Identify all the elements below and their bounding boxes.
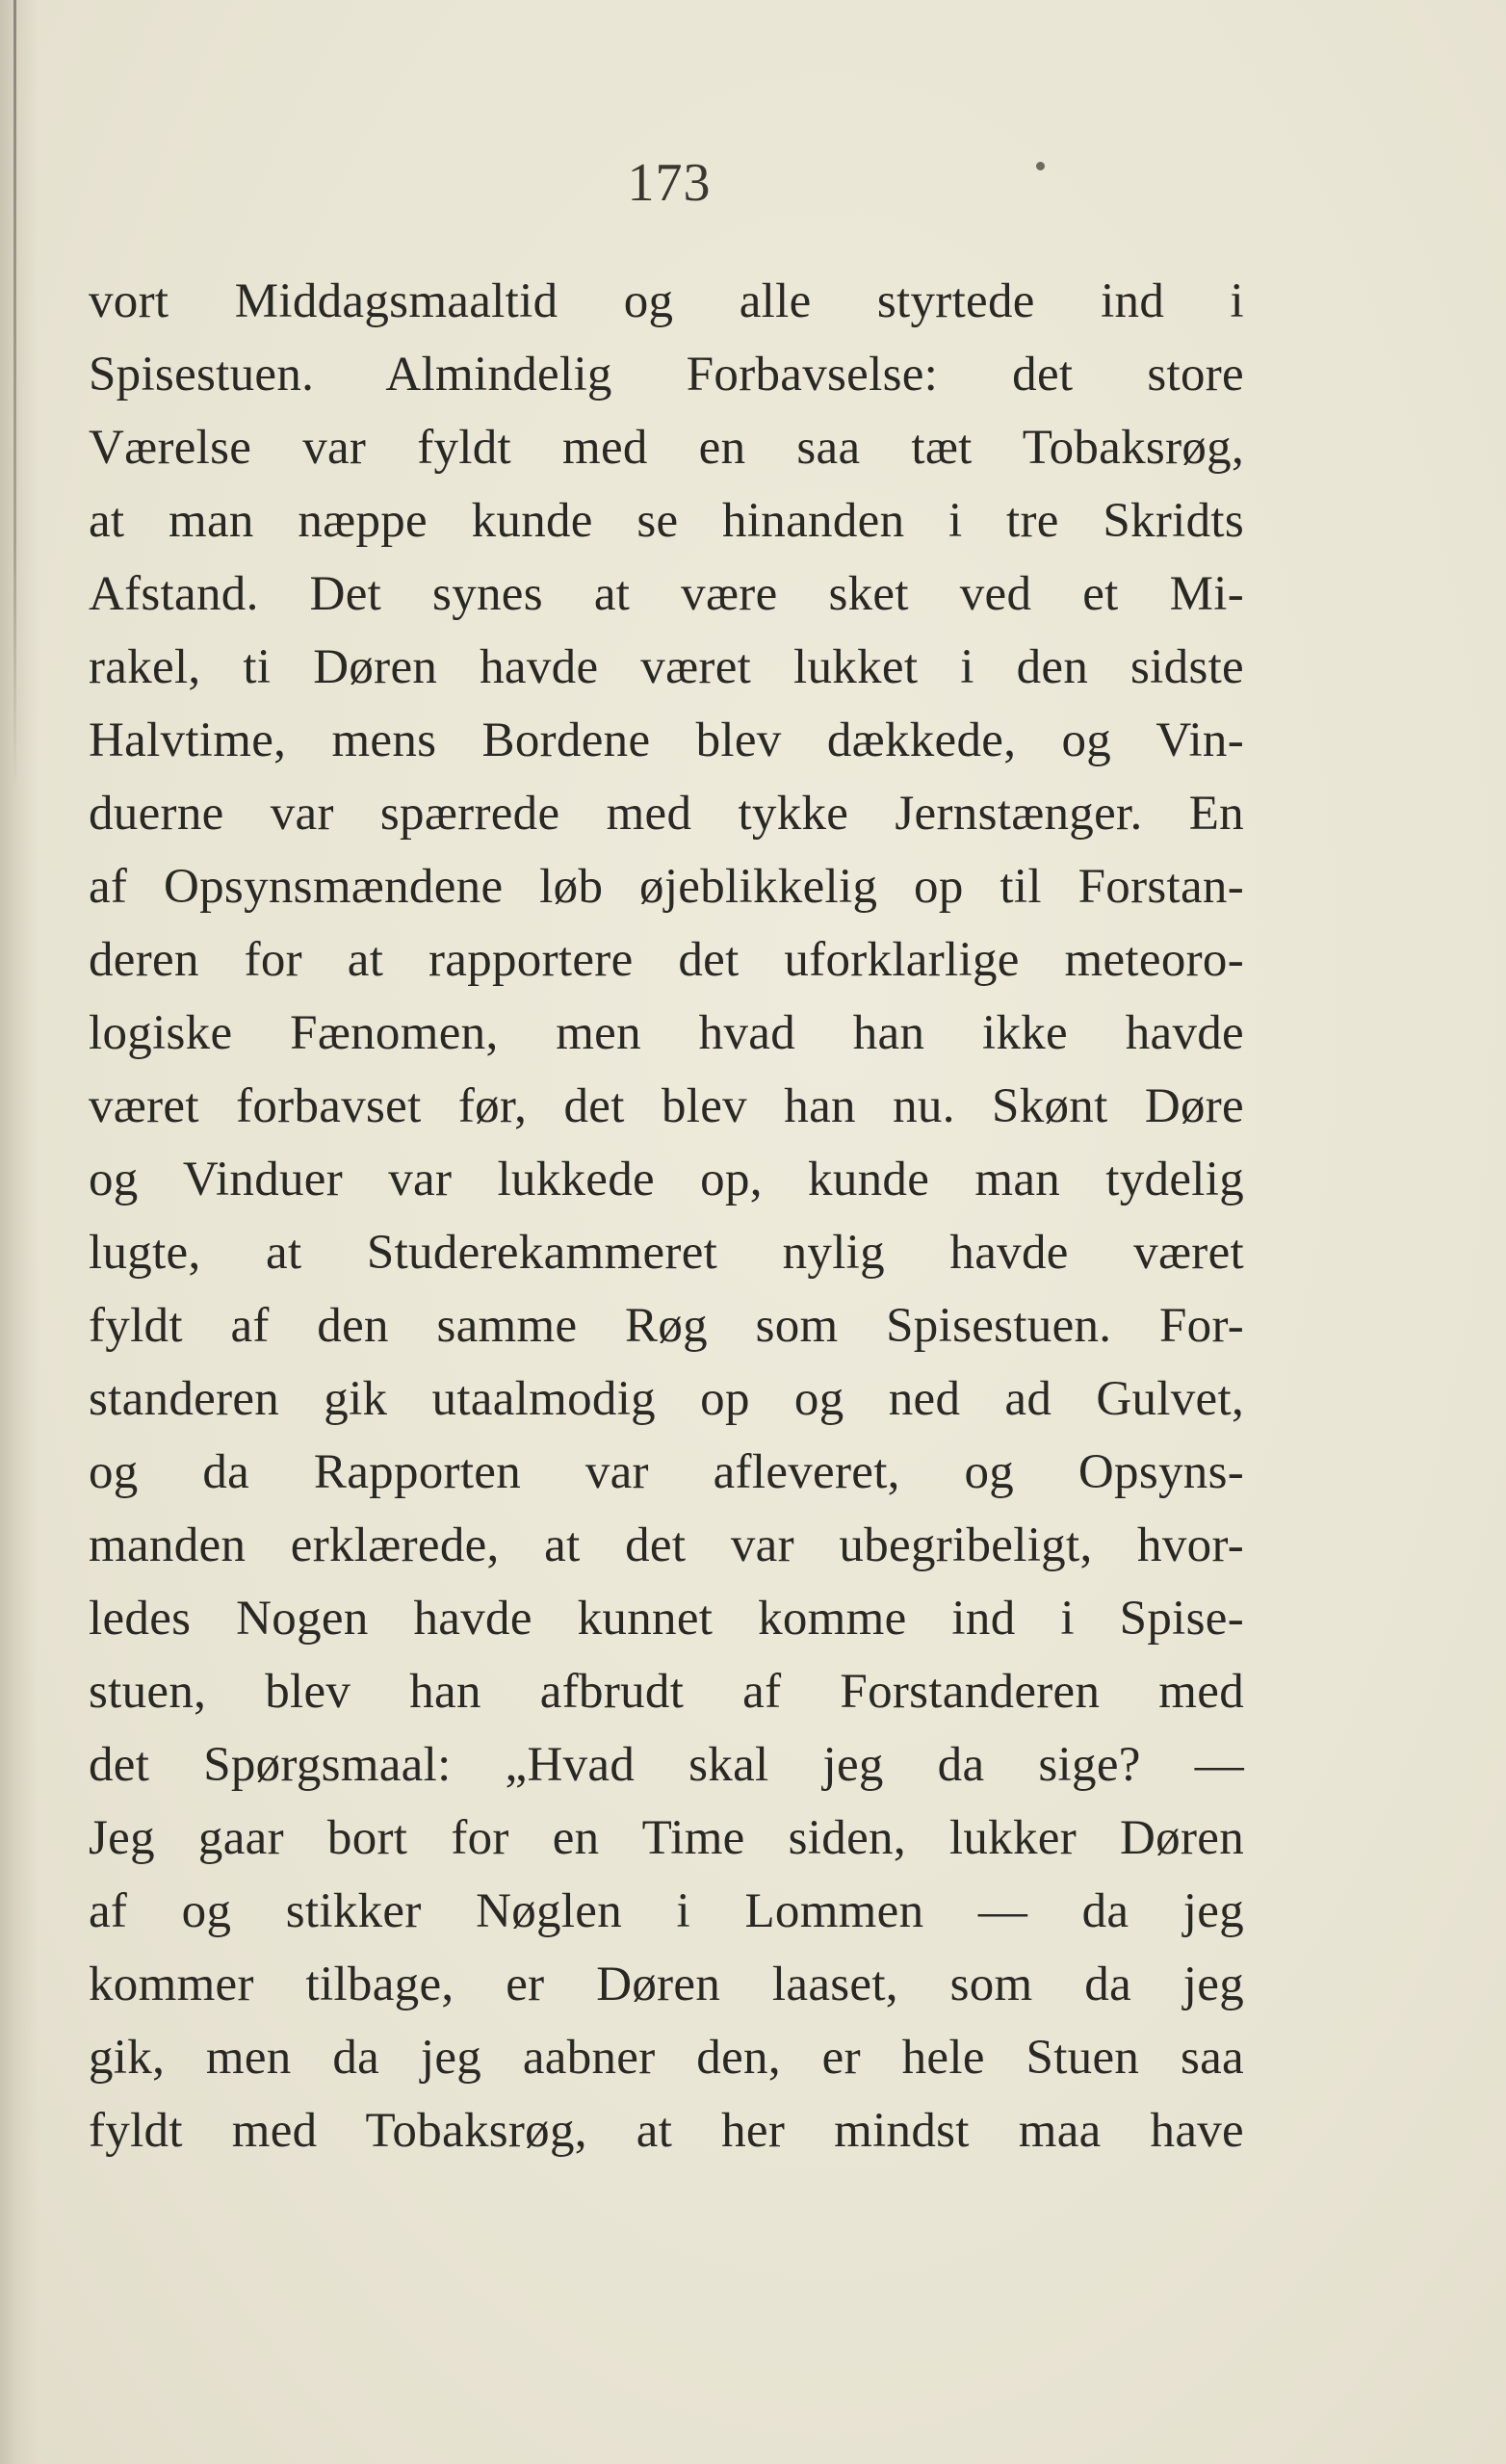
text-line: Afstand. Det synes at være sket ved et Mi- — [89, 567, 1244, 621]
binding-shadow — [0, 0, 39, 2464]
text-line: gik, men da jeg aabner den, er hele Stuen saa — [89, 2031, 1244, 2085]
text-line: Jeg gaar bort for en Time siden, lukker Døren — [89, 1811, 1244, 1865]
text-line: af Opsynsmændene løb øjeblikkelig op til Forstan- — [89, 860, 1244, 914]
text-line: lugte, at Studerekammeret nylig havde været — [89, 1226, 1244, 1280]
text-line: stuen, blev han afbrudt af Forstanderen med — [89, 1665, 1244, 1719]
text-line: duerne var spærrede med tykke Jernstænger. En — [89, 787, 1244, 841]
text-line: af og stikker Nøglen i Lommen — da jeg — [89, 1884, 1244, 1938]
text-line: vort Middagsmaaltid og alle styrtede ind i — [89, 274, 1244, 328]
text-line: det Spørgsmaal: „Hvad skal jeg da sige? — — [89, 1738, 1244, 1792]
text-line: standeren gik utaalmodig op og ned ad Gulvet, — [89, 1372, 1244, 1426]
text-line: og da Rapporten var afleveret, og Opsyns- — [89, 1445, 1244, 1499]
text-line: været forbavset før, det blev han nu. Skønt Døre — [89, 1079, 1244, 1133]
text-line: manden erklærede, at det var ubegribeligt, hvor- — [89, 1518, 1244, 1572]
paper-speck — [1036, 162, 1045, 170]
text-line: og Vinduer var lukkede op, kunde man tydelig — [89, 1153, 1244, 1206]
text-line: Halvtime, mens Bordene blev dækkede, og Vin- — [89, 713, 1244, 767]
text-line: Værelse var fyldt med en saa tæt Tobaksrøg, — [89, 421, 1244, 475]
binding-edge-line — [13, 0, 16, 790]
text-line: fyldt med Tobaksrøg, at her mindst maa have — [89, 2104, 1244, 2158]
text-line: deren for at rapportere det uforklarlige meteoro- — [89, 933, 1244, 987]
text-line: ledes Nogen havde kunnet komme ind i Spise- — [89, 1592, 1244, 1646]
text-line: rakel, ti Døren havde været lukket i den sidste — [89, 640, 1244, 694]
text-line: Spisestuen. Almindelig Forbavselse: det store — [89, 348, 1244, 402]
body-text — [89, 265, 1244, 2167]
text-line: logiske Fænomen, men hvad han ikke havde — [89, 1006, 1244, 1060]
text-line: fyldt af den samme Røg som Spisestuen. For- — [89, 1299, 1244, 1353]
text-line: kommer tilbage, er Døren laaset, som da jeg — [89, 1958, 1244, 2011]
text-line: at man næppe kunde se hinanden i tre Skridts — [89, 494, 1244, 548]
page-number: 173 — [627, 153, 712, 213]
